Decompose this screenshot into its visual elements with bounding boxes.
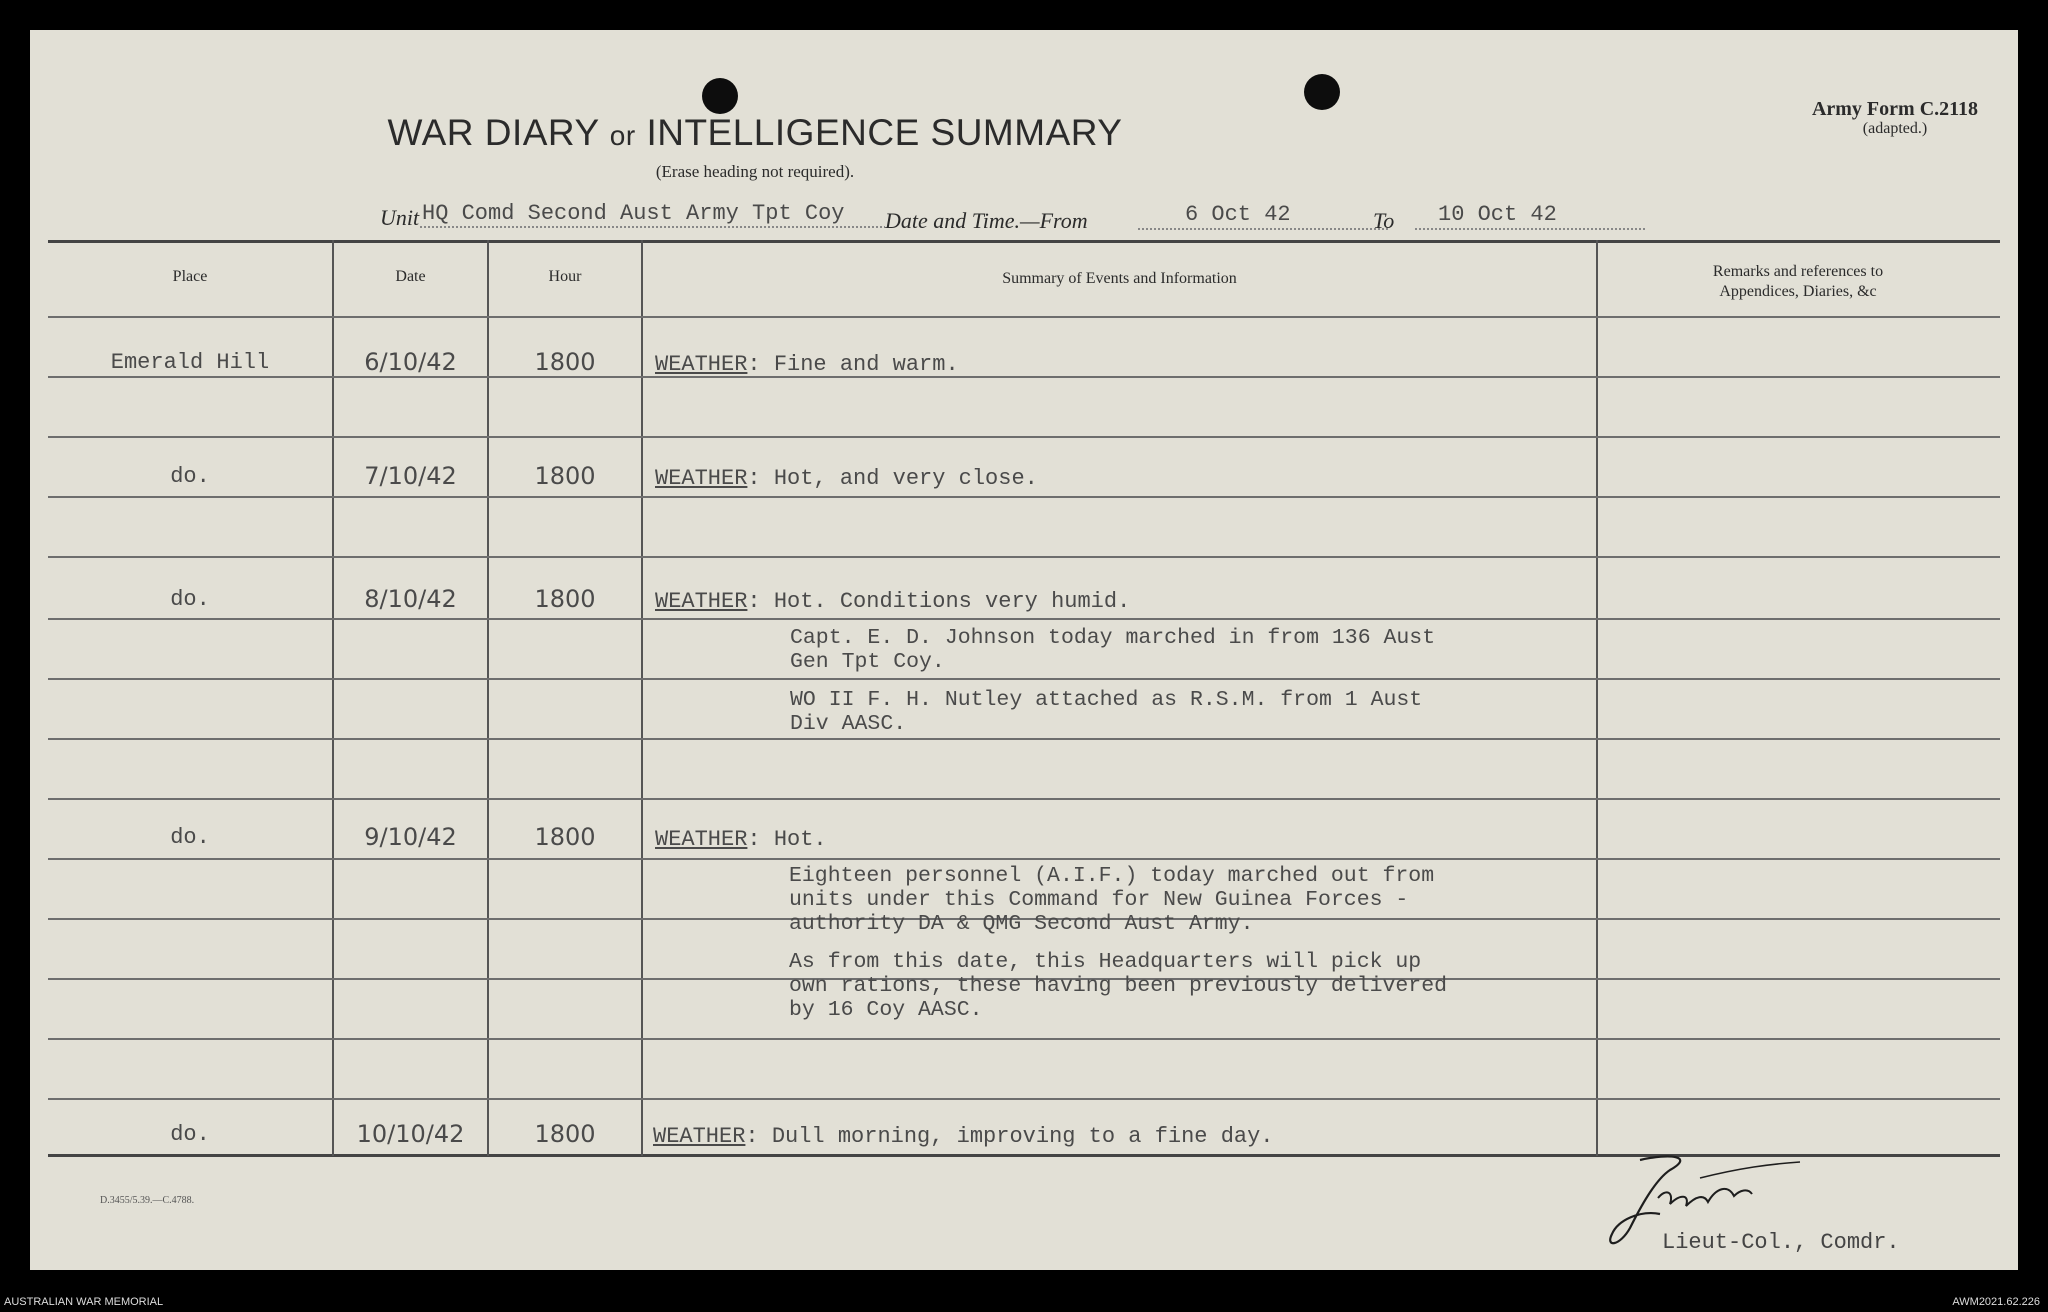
note-rations: As from this date, this Headquarters will pick up own rations, these having been previously delivered by 16 Coy AASC.	[789, 950, 1448, 1022]
date-to: 10 Oct 42	[1438, 202, 1557, 227]
punch-hole-left	[702, 78, 738, 114]
entry-place: do.	[170, 825, 210, 850]
column-header-hour: Hour	[548, 268, 582, 285]
entry-date: 7/10/42	[364, 462, 457, 490]
archive-label: AUSTRALIAN WAR MEMORIAL	[4, 1296, 164, 1308]
column-header-remarks: Remarks and references to Appendices, Diaries, &c	[1712, 263, 1884, 300]
date-time-label: Date and Time.—From	[885, 208, 1088, 233]
punch-hole-right	[1304, 74, 1340, 110]
entry-summary: WEATHER: Fine and warm.	[655, 352, 959, 377]
entry-place: Emerald Hill	[110, 350, 270, 375]
date-from: 6 Oct 42	[1185, 202, 1291, 227]
entry-summary: WEATHER: Hot. Conditions very humid.	[655, 589, 1131, 614]
entry-hour: 1800	[534, 462, 596, 490]
form-adapted: (adapted.)	[1862, 120, 1928, 137]
entry-summary: WEATHER: Hot, and very close.	[655, 466, 1038, 491]
signature-title: Lieut-Col., Comdr.	[1662, 1230, 1900, 1255]
column-header-summary: Summary of Events and Information	[1002, 270, 1237, 287]
entry-hour: 1800	[534, 1120, 596, 1148]
column-header-date: Date	[395, 268, 426, 285]
form-number: Army Form C.2118	[1811, 98, 1979, 120]
note-personnel: Eighteen personnel (A.I.F.) today marched out from units under this Command for New Guinea Forces - authority DA & QMG Second Aust Army.	[789, 864, 1435, 936]
unit-label: Unit	[380, 205, 420, 230]
note-nutley: WO II F. H. Nutley attached as R.S.M. from 1 Aust Div AASC.	[790, 688, 1423, 736]
entry-place: do.	[170, 587, 210, 612]
entry-date: 8/10/42	[364, 585, 457, 613]
entry-summary: WEATHER: Dull morning, improving to a fine day.	[653, 1124, 1274, 1149]
entry-date: 6/10/42	[364, 348, 457, 376]
archive-reference: AWM2021.62.226	[1952, 1296, 2040, 1308]
page-title: WAR DIARY or INTELLIGENCE SUMMARY	[387, 112, 1123, 153]
to-label: To	[1373, 208, 1395, 233]
entry-place: do.	[170, 464, 210, 489]
entry-date: 10/10/42	[356, 1120, 465, 1148]
page-subtitle: (Erase heading not required).	[655, 162, 855, 181]
entry-hour: 1800	[534, 348, 596, 376]
unit-value: HQ Comd Second Aust Army Tpt Coy	[422, 201, 845, 226]
table-top-rule	[48, 240, 2000, 243]
entry-date: 9/10/42	[364, 823, 457, 851]
column-header-place: Place	[172, 268, 208, 285]
entry-place: do.	[170, 1122, 210, 1147]
entry-hour: 1800	[534, 823, 596, 851]
entry-hour: 1800	[534, 585, 596, 613]
diary-page	[30, 30, 2018, 1270]
note-johnson: Capt. E. D. Johnson today marched in from 136 Aust Gen Tpt Coy.	[790, 626, 1436, 674]
print-code: D.3455/5.39.—C.4788.	[100, 1195, 195, 1206]
entry-summary: WEATHER: Hot.	[655, 827, 827, 852]
